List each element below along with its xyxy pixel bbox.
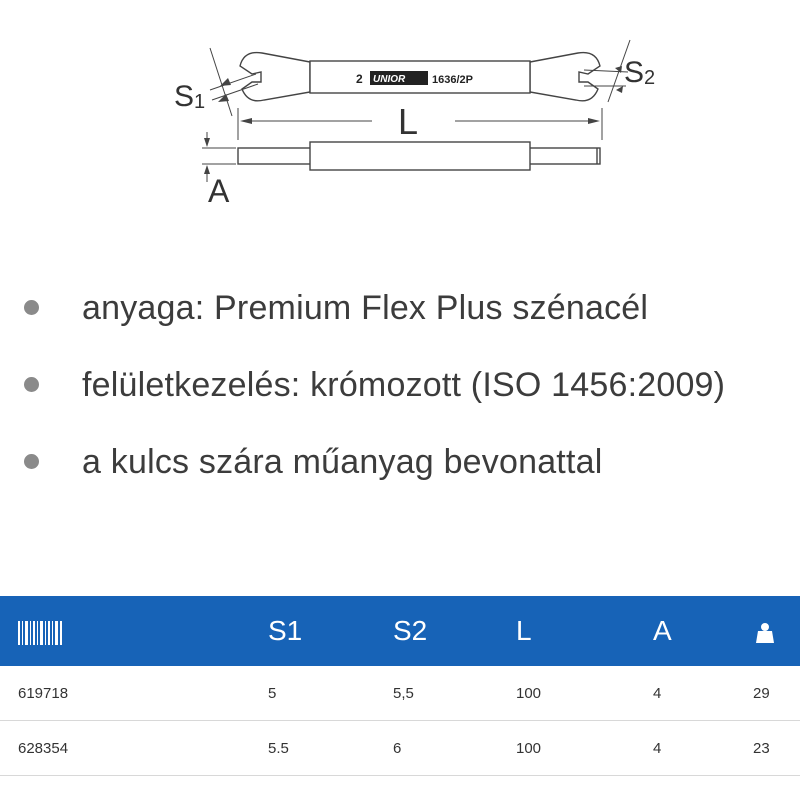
feature-text: anyaga: Premium Flex Plus szénacél [82,289,649,327]
header-s1: S1 [268,615,303,646]
bullet-icon [24,377,39,392]
feature-item [0,270,800,347]
wrench-side-handle [310,142,530,170]
wrench-right-jaw [530,53,600,101]
cell-s2: 5,5 [393,666,516,721]
barcode-icon [18,621,62,645]
wrench-left-jaw [240,53,310,101]
cell-s1: 5.5 [268,721,393,776]
feature-text: a kulcs szára műanyag bevonattal [82,443,603,481]
bullet-icon [24,300,39,315]
wrench-technical-drawing [160,20,680,220]
cell-l: 100 [516,721,653,776]
dim-label-l: L [398,101,419,142]
table-row [0,666,800,721]
table-header-row [0,596,800,666]
bullet-icon [24,454,39,469]
feature-item [0,347,800,424]
engraving-brand: UNIOR [373,74,406,85]
spec-table [0,596,800,776]
dim-label-a: A [208,173,230,209]
header-a: A [653,615,672,646]
header-l: L [516,615,532,646]
cell-weight: 23 [753,721,800,776]
table-row [0,721,800,776]
dim-label-s2: S2 [624,56,656,89]
cell-a: 4 [653,721,753,776]
cell-s1: 5 [268,666,393,721]
header-s2: S2 [393,615,428,646]
feature-text: felületkezelés: krómozott (ISO 1456:2009) [82,366,726,404]
cell-article-code: 619718 [0,666,268,721]
cell-article-code: 628354 [0,721,268,776]
header-article-code [0,596,268,666]
header-weight [753,596,800,666]
dim-label-s1: S1 [174,80,206,113]
cell-s2: 6 [393,721,516,776]
feature-item [0,424,800,501]
cell-weight: 29 [753,666,800,721]
engraving-code: 1636/2P [432,74,473,86]
cell-a: 4 [653,666,753,721]
feature-list [0,270,800,501]
cell-l: 100 [516,666,653,721]
weight-icon [753,621,777,645]
engraving-size: 2 [356,72,363,86]
